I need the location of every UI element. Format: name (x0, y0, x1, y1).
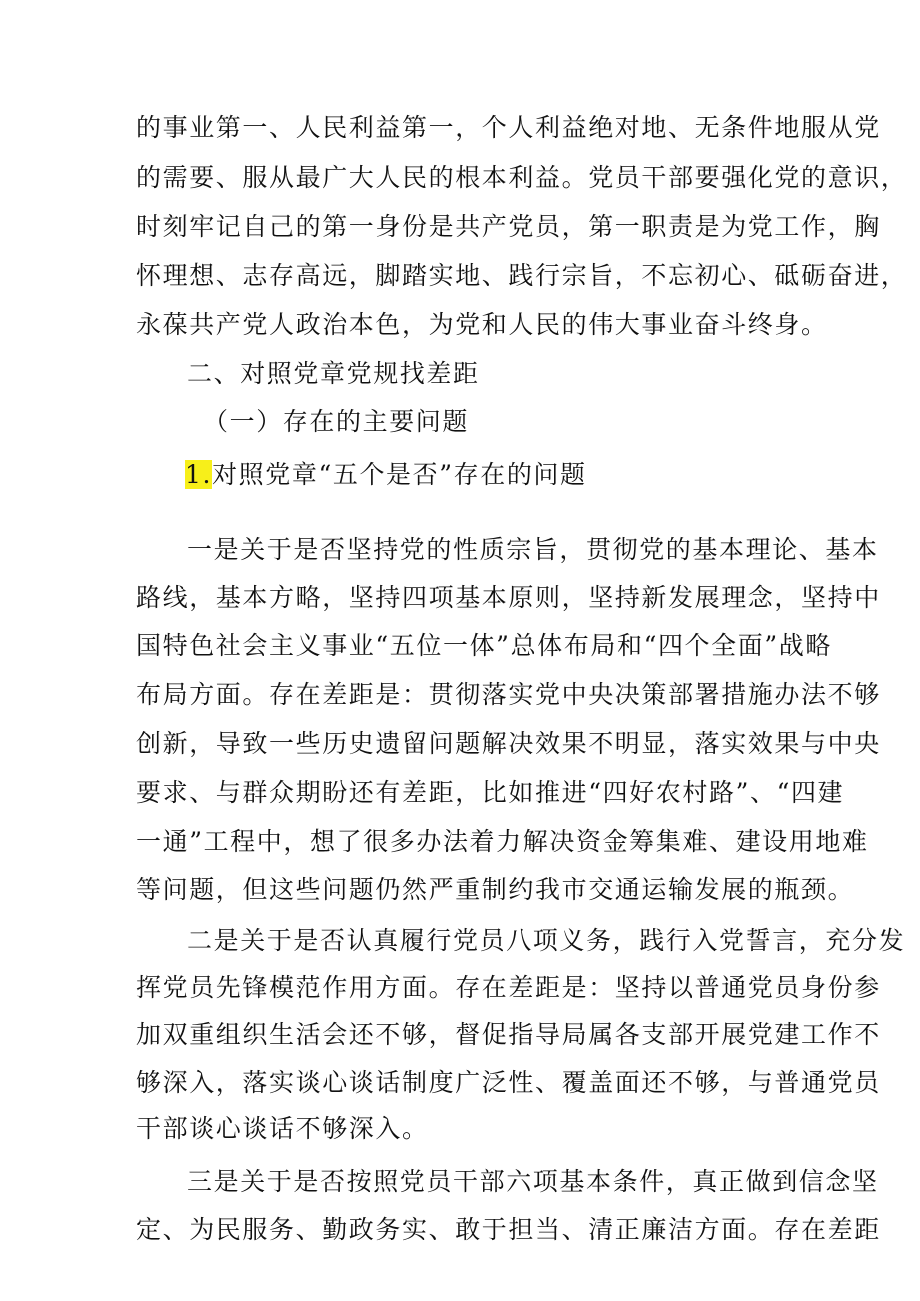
highlighted-item-number: 1. (185, 460, 213, 489)
body-line: 一通”工程中，想了很多办法着力解决资金筹集难、建设用地难 (136, 827, 869, 856)
body-line: 的需要、服从最广大人民的根本利益。党员干部要强化党的意识， (136, 163, 908, 192)
body-line: 要求、与群众期盼还有差距，比如推进“四好农村路”、“四建 (136, 778, 845, 807)
body-line: 布局方面。存在差距是：贯彻落实党中央决策部署措施办法不够 (136, 680, 881, 709)
subsection-heading: （一）存在的主要问题 (203, 407, 470, 436)
body-line: 一是关于是否坚持党的性质宗旨，贯彻党的基本理论、基本 (187, 535, 879, 564)
body-line: 国特色社会主义事业“五位一体”总体布局和“四个全面”战略 (136, 631, 832, 660)
body-line: 路线，基本方略，坚持四项基本原则，坚持新发展理念，坚持中 (136, 583, 881, 612)
body-line: 永葆共产党人政治本色，为党和人民的伟大事业奋斗终身。 (136, 310, 828, 339)
body-line: 三是关于是否按照党员干部六项基本条件，真正做到信念坚 (187, 1167, 879, 1196)
section-heading: 二、对照党章党规找差距 (187, 359, 480, 388)
body-line: 二是关于是否认真履行党员八项义务，践行入党誓言，充分发 (187, 926, 906, 955)
item-heading-text: 对照党章“五个是否”存在的问题 (212, 460, 587, 489)
body-line: 够深入，落实谈心谈话制度广泛性、覆盖面还不够，与普通党员 (136, 1068, 881, 1097)
body-line: 怀理想、志存高远，脚踏实地、践行宗旨，不忘初心、砥砺奋进， (136, 261, 908, 290)
body-line: 的事业第一、人民利益第一，个人利益绝对地、无条件地服从党 (136, 113, 881, 142)
item-heading (185, 460, 587, 490)
body-line: 定、为民服务、勤政务实、敢于担当、清正廉洁方面。存在差距 (136, 1215, 881, 1244)
body-line: 创新，导致一些历史遗留问题解决效果不明显，落实效果与中央 (136, 729, 881, 758)
body-line: 时刻牢记自己的第一身份是共产党员，第一职责是为党工作，胸 (136, 212, 881, 241)
body-line: 干部谈心谈话不够深入。 (136, 1114, 429, 1143)
body-line: 加双重组织生活会还不够，督促指导局属各支部开展党建工作不 (136, 1020, 881, 1049)
body-line: 挥党员先锋模范作用方面。存在差距是：坚持以普通党员身份参 (136, 973, 881, 1002)
body-line: 等问题，但这些问题仍然严重制约我市交通运输发展的瓶颈。 (136, 875, 855, 904)
